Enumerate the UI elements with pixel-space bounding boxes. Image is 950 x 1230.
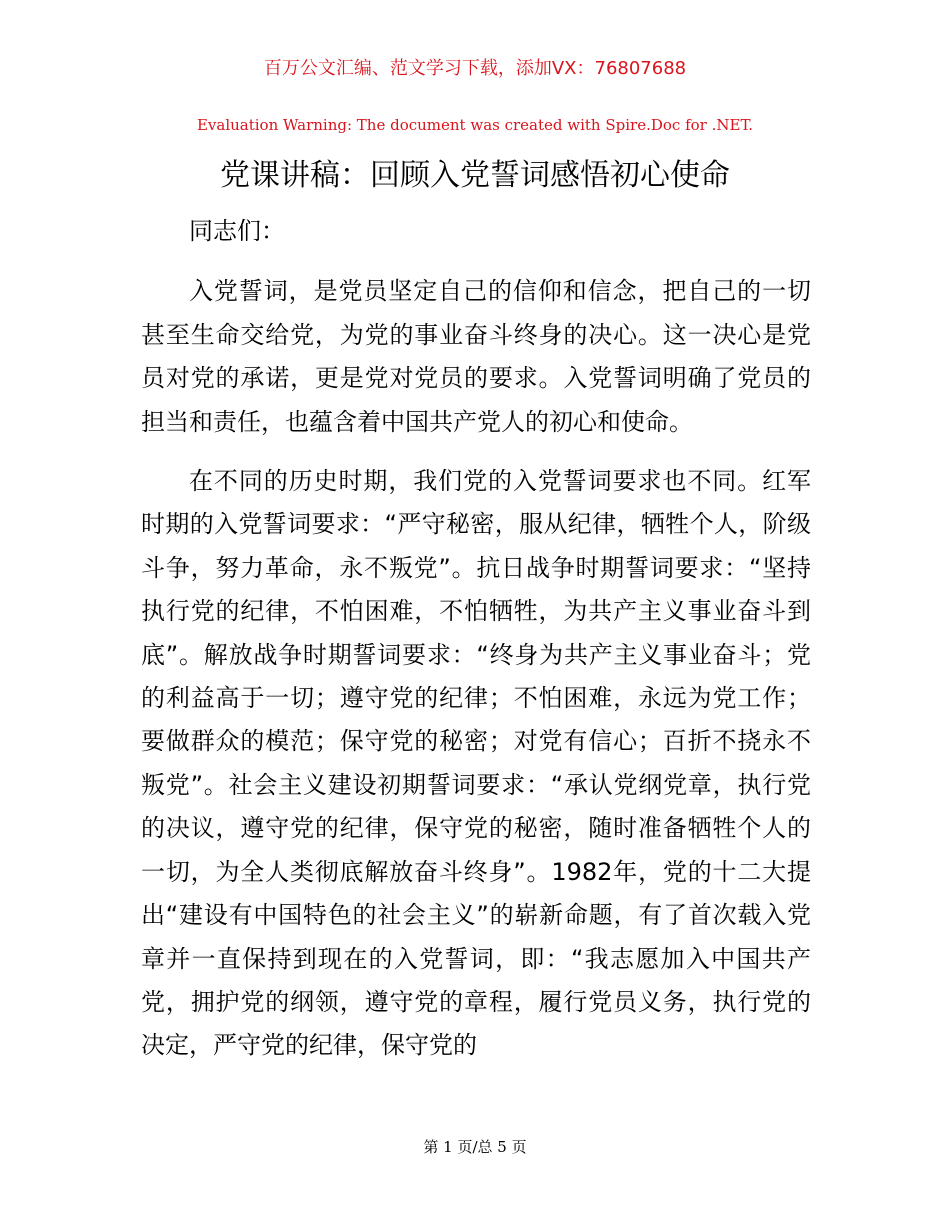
page-footer: 第 1 页/总 5 页 [423,1138,527,1156]
salutation: 同志们： [189,217,285,245]
document-title: 党课讲稿：回顾入党誓词感悟初心使命 [220,158,730,193]
header-ad-text: 百万公文汇编、范文学习下载，添加VX：76807688 [263,58,687,79]
evaluation-warning: Evaluation Warning: The document was created with Spire.Doc for .NET. [196,116,754,134]
paragraph-2: 在不同的历史时期，我们党的入党誓词要求也不同。红军时期的入党誓词要求：“严守秘密，服从纪律，牺牲个人，阶级斗争，努力革命，永不叛党”。抗日战争时期誓词要求：“坚持执行党的纪律，不怕困难，不怕牺牲，为共产主义事业奋斗到底”。解放战争时期誓词要求：“终身为共产主义事业奋斗；党的利益高于一切；遵守党的纪律；不怕困难，永远为党工作；要做群众的模范；保守党的秘密；对党有信心；百折不挠永不叛党”。社会主义建设初期誓词要求：“承认党纲党章，执行党的决议，遵守党的纪律，保守党的秘密，随时准备牺牲个人的一切，为全人类彻底解放奋斗终身”。1982年，党的十二大提出“建设有中国特色的社会主义”的崭新命题，有了首次载入党章并一直保持到现在的入党誓词，即：“我志愿加入中国共产党，拥护党的纲领，遵守党的章程，履行党员义务，执行党的决定，严守党的纪律，保守党的 [141,467,811,1060]
paragraph-1: 入党誓词，是党员坚定自己的信仰和信念，把自己的一切甚至生命交给党，为党的事业奋斗终身的决心。这一决心是党员对党的承诺，更是党对党员的要求。入党誓词明确了党员的担当和责任，也蕴含着中国共产党人的初心和使命。 [141,277,811,436]
document-body [141,210,811,1084]
